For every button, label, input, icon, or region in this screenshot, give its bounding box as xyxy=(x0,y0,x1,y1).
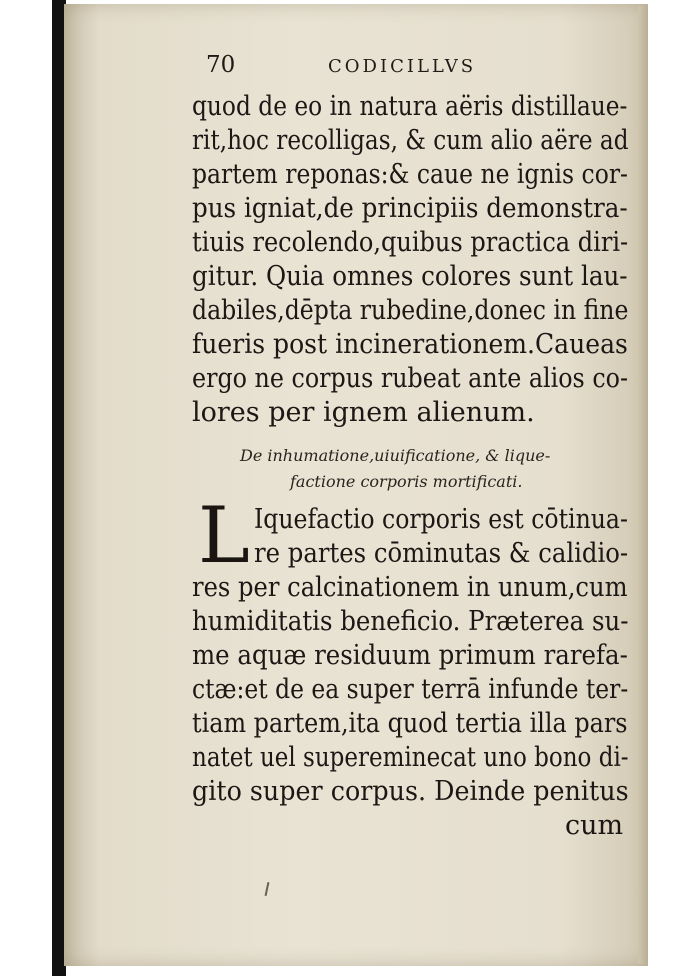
text-line: Iquefactio corporis est cōtinua- xyxy=(254,504,628,535)
text-line: pus igniat,de principiis demonstra- xyxy=(192,193,628,224)
catchword: cum xyxy=(565,810,624,841)
text-line: lores per ignem alienum. xyxy=(192,397,535,428)
text-line: gitur. Quia omnes colores sunt lau- xyxy=(192,261,628,292)
text-line: natet uel supereminecat uno bono di- xyxy=(192,742,629,773)
text-line: dabiles,dēpta rubedine,donec in fine xyxy=(192,295,629,326)
text-line: rit,hoc recolligas, & cum alio aëre ad xyxy=(192,125,629,156)
text-line: res per calcinationem in unum,cum xyxy=(192,572,628,603)
text-line: tiam partem,ita quod tertia illa pars xyxy=(192,708,628,739)
page-number: 70 xyxy=(206,52,236,78)
text-line: fueris post incinerationem.Caueas xyxy=(192,329,628,360)
text-line: tiuis recolendo,quibus practica diri- xyxy=(192,227,629,258)
running-title: CODICILLVS xyxy=(328,56,477,77)
drop-cap: L xyxy=(198,491,250,581)
section-caption-line: De inhumatione,uiuificatione, & lique- xyxy=(240,446,551,465)
text-line: quod de eo in natura aëris distillaue- xyxy=(192,91,628,122)
text-line: gito super corpus. Deinde penitus xyxy=(192,776,629,807)
text-line: re partes cōminutas & calidio- xyxy=(254,538,629,569)
page-right-edge xyxy=(638,6,648,964)
text-line: ctæ:et de ea super terrā infunde ter- xyxy=(192,674,629,705)
text-line: partem reponas:& caue ne ignis cor- xyxy=(192,159,628,190)
text-line: ergo ne corpus rubeat ante alios co- xyxy=(192,363,629,394)
section-caption-line: factione corporis mortificati. xyxy=(290,472,523,491)
text-line: humiditatis beneficio. Præterea su- xyxy=(192,606,629,637)
text-line: me aquæ residuum primum rarefa- xyxy=(192,640,628,671)
